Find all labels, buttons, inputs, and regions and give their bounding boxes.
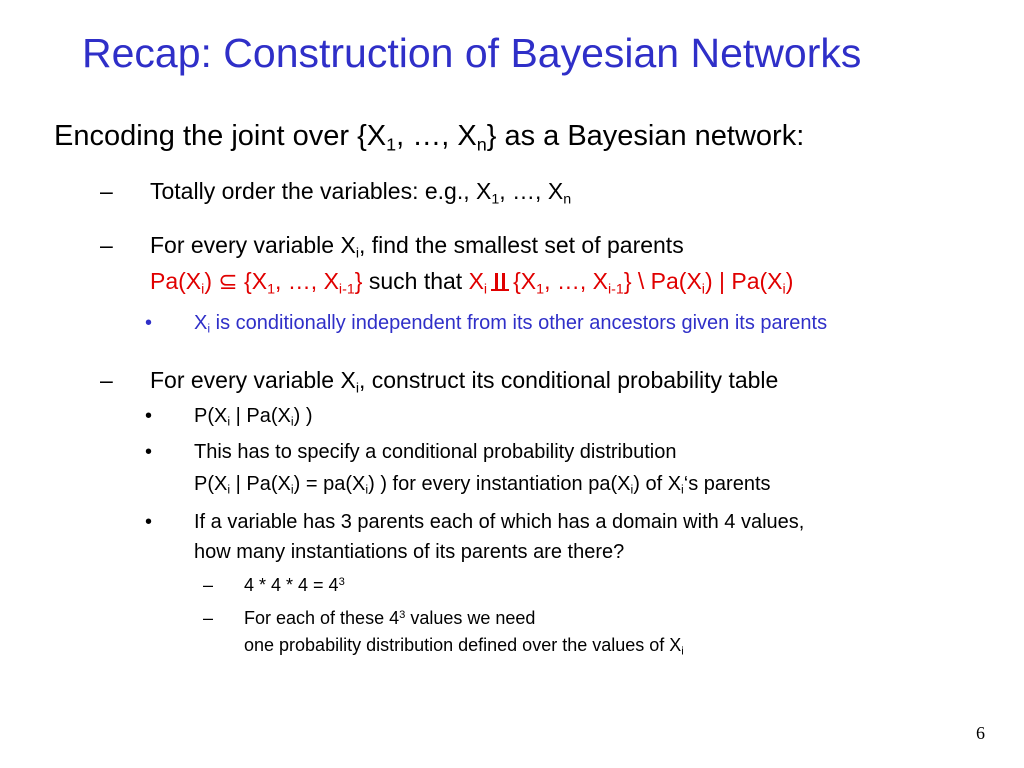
page-number: 6 [976, 723, 985, 743]
order-line: Totally order the variables: e.g., $X_1$, …, $X_n$ [150, 178, 572, 208]
cpt-line: For every variable $X_i$, construct its conditional probability table [150, 367, 779, 397]
bullet-marker: • [145, 511, 153, 533]
bullet-marker: • [145, 405, 153, 427]
dash-marker: – [203, 608, 214, 628]
independence-statement: $X_i$ {$X_1$, …, $X_{i-1}$} \ $Pa(X_i)$ | $Pa(X_i)$ [468, 268, 794, 298]
subset-symbol: ⊆ [218, 268, 238, 294]
parents-set: $Pa(X_i)$ ⊆ {$X_1$, …, $X_{i-1}$} [150, 268, 363, 298]
bullet-marker: • [145, 441, 153, 463]
dash-marker: – [203, 575, 214, 595]
cpt-bullet-distribution: This has to specify a conditional probability distribution [194, 441, 677, 463]
answer-line: $4 * 4 * 4 = 4^3$ [244, 575, 345, 595]
cpt-bullet-distribution-formula: $P(X_i$ | $Pa(X_i) = pa(X_i)$ ) for every instantiation $pa(X_i)$ of $X_i‘s$ parents [194, 473, 771, 497]
independence-icon [491, 273, 509, 291]
dash-marker: – [100, 232, 113, 258]
intro-line: Encoding the joint over {$X_1$, …, $X_n$} as a Bayesian network: [54, 120, 805, 155]
cpt-bullet-question-cont: how many instantiations of its parents are there? [194, 541, 625, 563]
slide-title: Recap: Construction of Bayesian Networks [82, 30, 862, 76]
independence-note: $X_i$ is conditionally independent from its other ancestors given its parents [194, 312, 828, 336]
bullet-marker: • [145, 312, 153, 334]
parents-formula: $Pa(X_i)$ ⊆ {$X_1$, …, $X_{i-1}$} such that $X_i$ {$X_1$, …, $X_{i-1}$} \ $Pa(X_i)$ | $Pa(X_i)$ [150, 268, 794, 298]
parents-line: For every variable $X_i$, find the smallest set of parents [150, 232, 684, 262]
dash-marker: – [100, 367, 113, 393]
explanation-line: For each of these $4^3$ values we need [244, 608, 536, 628]
cpt-bullet-formula: $P(X_i$ | $Pa(X_i)$ ) [194, 405, 313, 429]
dash-marker: – [100, 178, 113, 204]
explanation-line-cont: one probability distribution defined over the values of $X_i$ [244, 635, 684, 658]
cpt-bullet-question: If a variable has 3 parents each of which has a domain with 4 values, [194, 511, 805, 533]
